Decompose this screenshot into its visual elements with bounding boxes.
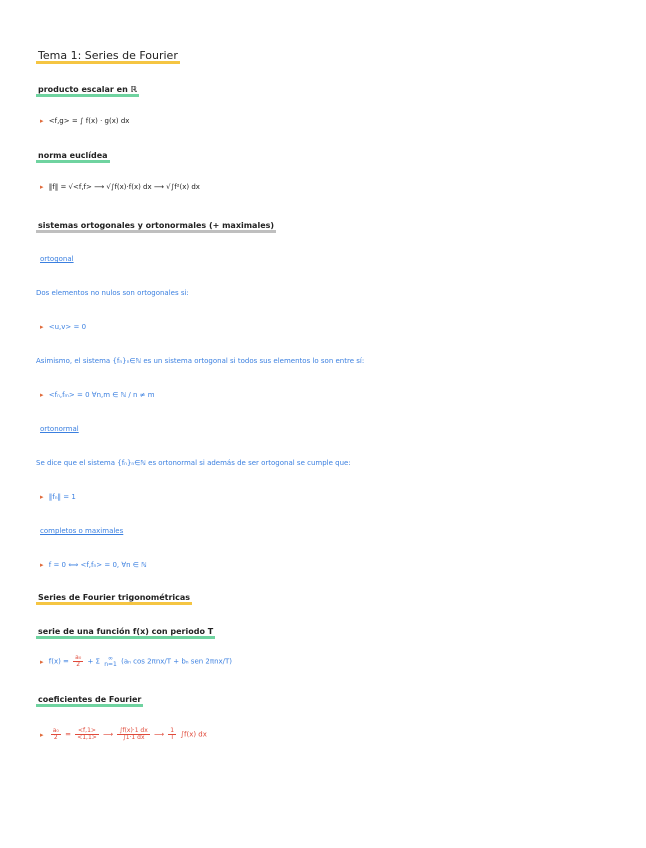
heading-coeficientes: coeficientes de Fourier: [36, 696, 143, 707]
fraction-integrals: $\frac{\int f(x)\cdot 1 dx}{\int 1\cdot 1 dx}$: [119, 727, 148, 741]
bullet-icon: ▸: [40, 183, 44, 191]
formula-producto-escalar: ▸ <f,g> = ∫ f(x) · g(x) dx: [40, 117, 130, 125]
heading-sistemas: sistemas ortogonales y ortonormales (+ maximales): [36, 222, 276, 233]
formula-ortogonal-2: ▸ <fₙ,fₘ> = 0 ∀n,m ∈ ℕ / n ≠ m: [40, 391, 155, 399]
bullet-icon: ▸: [40, 117, 44, 125]
text-ortogonal-def: Dos elementos no nulos son ortogonales si:: [36, 289, 189, 297]
page-title: Tema 1: Series de Fourier: [38, 49, 178, 62]
text-sistema-ortogonal: Asimismo, el sistema {fₙ}ₙ∈ℕ es un sistema ortogonal si todos sus elementos lo son entre sí:: [36, 357, 365, 365]
bullet-icon: ▸: [40, 323, 44, 331]
formula-ortogonal-1: ▸ <u,v> = 0: [40, 323, 87, 331]
bullet-icon: ▸: [40, 730, 44, 739]
fraction-1-over-T: $\frac{1}{T}$: [170, 727, 175, 741]
formula-norma: ▸ ‖f‖ = √<f,f> ⟶ √∫f(x)·f(x) dx ⟶ √∫f²(x) dx: [40, 183, 200, 191]
formula-ortonormal: ▸ ‖fₙ‖ = 1: [40, 493, 76, 501]
formula-coeficientes: ▸ $\frac{\text{a₀}}{2}$ = $\frac{<f,1>}{<1,1>}$ ⟶ $\frac{\int f(x)\cdot 1 dx}{\int 1\cdot 1 dx}$ ⟶ $\frac{1}{T}$ ∫f(x) dx: [40, 727, 207, 741]
formula-completos: ▸ f = 0 ⟺ <f,fₙ> = 0, ∀n ∈ ℕ: [40, 561, 147, 569]
label-ortogonal: ortogonal: [40, 255, 74, 263]
bullet-icon: ▸: [40, 657, 44, 666]
fraction-a0-2: $\frac{\text{a₀}}{2}$: [75, 654, 82, 668]
label-ortonormal: ortonormal: [40, 425, 79, 433]
heading-producto-escalar: producto escalar en ℝ: [36, 86, 139, 97]
label-completos: completos o maximales: [40, 527, 124, 535]
text-ortonormal-def: Se dice que el sistema {fₙ}ₙ∈ℕ es ortonormal si además de ser ortogonal se cumple que:: [36, 459, 351, 467]
bullet-icon: ▸: [40, 561, 44, 569]
heading-norma-euclidea: norma euclídea: [36, 152, 110, 163]
bullet-icon: ▸: [40, 493, 44, 501]
fraction-a0-over-2: $\frac{\text{a₀}}{2}$: [52, 727, 59, 741]
heading-series-trig: Series de Fourier trigonométricas: [36, 594, 192, 605]
heading-serie-funcion: serie de una función f(x) con periodo T: [36, 628, 215, 639]
bullet-icon: ▸: [40, 391, 44, 399]
sum-limits: ∞ n=1: [104, 654, 117, 668]
formula-serie: ▸ f(x) = $\frac{\text{a₀}}{2}$ + Σ ∞ n=1 (aₙ cos 2πnx/T + bₙ sen 2πnx/T): [40, 654, 233, 668]
fraction-f1-over-11: $\frac{<f,1>}{<1,1>}$: [77, 727, 97, 741]
